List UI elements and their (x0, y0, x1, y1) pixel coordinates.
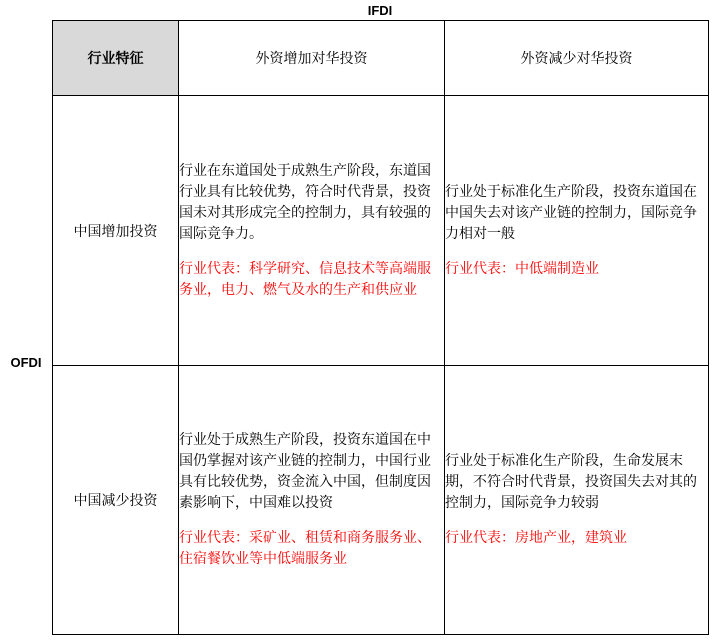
feature-header-cell: 行业特征 (53, 21, 179, 96)
cell-china-decrease-foreign-decrease (445, 366, 709, 635)
industry-representatives: 行业代表：科学研究、信息技术等高端服务业，电力、燃气及水的生产和供应业 (179, 260, 431, 298)
industry-representatives: 行业代表：采矿业、租赁和商务服务业、住宿餐饮业等中低端服务业 (179, 530, 431, 567)
investment-matrix-table (52, 20, 709, 635)
ifdi-axis-label: IFDI (367, 3, 393, 18)
cell-china-increase-foreign-increase (179, 96, 445, 366)
row-header-china-increase: 中国增加投资 (53, 96, 179, 366)
column-header-foreign-decrease: 外资减少对华投资 (445, 21, 709, 96)
row-china-decrease (53, 366, 709, 635)
ofdi-axis-label: OFDI (10, 355, 42, 370)
cell-description: 行业处于标准化生产阶段，生命发展末期，不符合时代背景，投资国失去对其的控制力，国际竞争力较弱 (445, 453, 697, 511)
cell-description: 行业处于成熟生产阶段，投资东道国在中国仍掌握对该产业链的控制力，中国行业具有比较优势，资金流入中国，但制度因素影响下，中国难以投资 (179, 432, 431, 511)
industry-representatives: 行业代表：房地产业，建筑业 (445, 530, 627, 546)
column-header-foreign-increase: 外资增加对华投资 (179, 21, 445, 96)
row-china-increase (53, 96, 709, 366)
cell-china-decrease-foreign-increase (179, 366, 445, 635)
cell-china-increase-foreign-decrease (445, 96, 709, 366)
industry-representatives: 行业代表：中低端制造业 (445, 260, 599, 277)
cell-description: 行业处于标准化生产阶段，投资东道国在中国失去对该产业链的控制力，国际竞争力相对一般 (445, 183, 697, 242)
header-row (53, 21, 709, 96)
cell-description: 行业在东道国处于成熟生产阶段，东道国行业具有比较优势，符合时代背景，投资国未对其形成完全的控制力，具有较强的国际竞争力。 (179, 162, 431, 242)
row-header-china-decrease: 中国减少投资 (53, 366, 179, 635)
